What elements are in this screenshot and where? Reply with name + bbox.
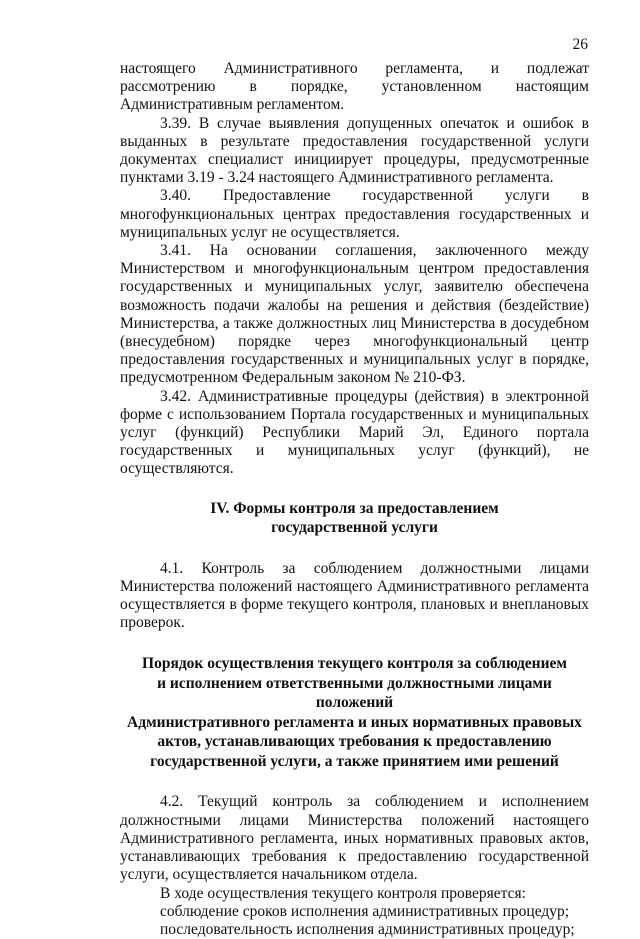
section-iv-heading xyxy=(120,499,589,538)
paragraph-intro-continuation: настоящего Административного регламента, и подлежат рассмотрению в порядке, установленном настоящим Административным регламентом. xyxy=(120,60,589,114)
paragraph-4-2: 4.2. Текущий контроль за соблюдением и исполнением должностными лицами Министерства положений настоящего Административного регламента, иных нормативных правовых актов, устанавливающих требования к предоставлению государственной услуги, осуществляется начальником отдела. xyxy=(120,793,589,884)
paragraph-check-intro: В ходе осуществления текущего контроля проверяется: xyxy=(160,884,526,902)
paragraph-3-39: 3.39. В случае выявления допущенных опечаток и ошибок в выданных в результате предоставления государственной услуги документах специалист инициирует процедуры, предусмотренные пунктами 3.19 - 3.24 настоящего Административного регламента. xyxy=(120,114,589,187)
subsection-heading xyxy=(120,654,589,771)
document-body xyxy=(120,60,589,939)
paragraph-check-item-1: соблюдение сроков исполнения административных процедур; xyxy=(160,902,570,920)
section-iv-heading-line1: IV. Формы контроля за предоставлением xyxy=(210,499,499,517)
subsection-heading-line5: государственной услуги, а также принятием ими решений xyxy=(150,752,559,770)
subsection-heading-line3: Административного регламента и иных нормативных правовых xyxy=(127,713,582,731)
paragraph-3-42: 3.42. Административные процедуры (действия) в электронной форме с использованием Портала государственных и муниципальных услуг (функций) Республики Марий Эл, Единого портала государственных и муниципальных услуг (функций), не осуществляются. xyxy=(120,387,589,478)
subsection-heading-line2: и исполнением ответственными должностными лицами положений xyxy=(157,674,552,712)
paragraph-3-41: 3.41. На основании соглашения, заключенного между Министерством и многофункциональным центром предоставления государственных и муниципальных услуг, заявителю обеспечена возможность подачи жалобы на решения и действия (бездействие) Министерства, а также должностных лиц Министерства в досудебном (внесудебном) порядке через многофункциональный центр предоставления государственных и муниципальных услуг в порядке, предусмотренном Федеральным законом № 210-ФЗ. xyxy=(120,242,589,387)
paragraph-3-40: 3.40. Предоставление государственной услуги в многофункциональных центрах предоставления государственных и муниципальных услуг не осуществляется. xyxy=(120,187,589,241)
page-number: 26 xyxy=(572,36,588,53)
paragraph-4-1: 4.1. Контроль за соблюдением должностными лицами Министерства положений настоящего Административного регламента осуществляется в форме текущего контроля, плановых и внеплановых проверок. xyxy=(120,559,589,632)
subsection-heading-line1: Порядок осуществления текущего контроля за соблюдением xyxy=(142,655,567,673)
section-iv-heading-line2: государственной услуги xyxy=(271,519,438,537)
paragraph-check-item-2: последовательность исполнения административных процедур; xyxy=(160,920,575,938)
subsection-heading-line4: актов, устанавливающих требования к предоставлению xyxy=(157,733,552,751)
